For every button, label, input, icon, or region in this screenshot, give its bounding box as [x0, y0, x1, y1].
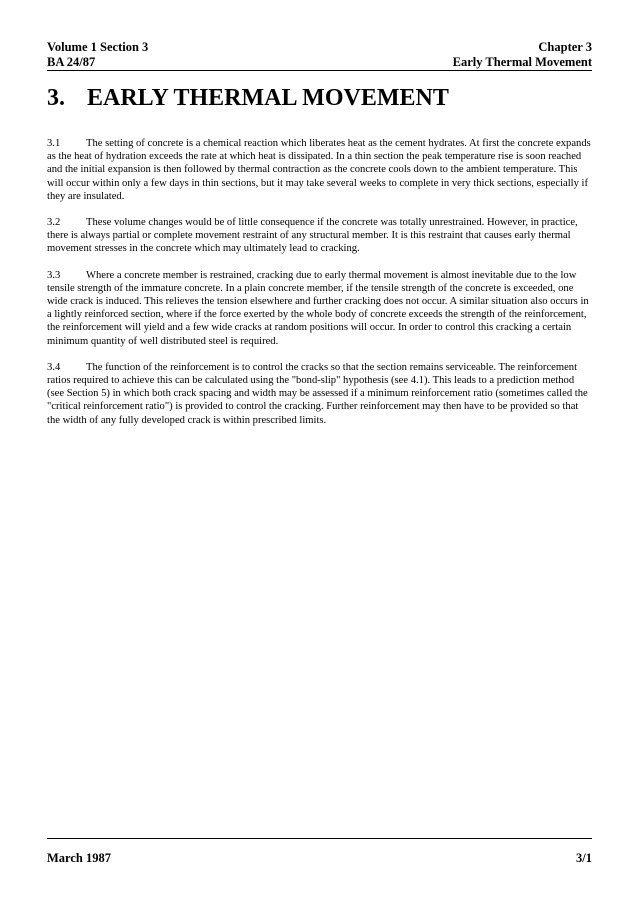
paragraph-text: These volume changes would be of little consequence if the concrete was totally unrestrained. However, in practice, there is always partial or complete movement restraint of any structural member. It is this restraint that causes early thermal movement stresses in the concrete which may ultimately lead to cracking. [47, 217, 578, 255]
chapter-title-text: EARLY THERMAL MOVEMENT [87, 85, 449, 111]
header-chapter-title: Early Thermal Movement [452, 55, 592, 69]
footer-date: March 1987 [47, 851, 111, 865]
header-chapter: Chapter 3 [538, 40, 592, 54]
header-row-1 [47, 40, 592, 55]
header-volume-section: Volume 1 Section 3 [47, 40, 149, 54]
paragraph-number: 3.2 [47, 217, 61, 229]
header-divider [47, 70, 592, 71]
header-row-2 [47, 55, 592, 70]
page-footer [47, 851, 592, 866]
footer-divider [47, 838, 592, 839]
paragraph-text: The function of the reinforcement is to control the cracks so that the section remains serviceable. The reinforcement ratios required to achieve this can be calculated using the "bond-slip" hypothesis (see 4.1). This leads to a prediction method (see Section 5) in which both crack spacing and width may be assessed if a minimum reinforcement ratio (sometimes called the "critical reinforcement ratio") is provided to control the cracking. Further reinforcement may then have to be provided so that the width of any fully developed crack is within prescribed limits. [47, 361, 588, 426]
paragraph-text: The setting of concrete is a chemical reaction which liberates heat as the cement hydrates. At first the concrete expands as the heat of hydration exceeds the rate at which heat is dissipated. In a thin section the peak temperature rise is soon reached and the initial expansion is then followed by thermal contraction as the concrete cools down to the ambient temperature. This will occur within only a few days in thin sections, but it may take several weeks to complete in very thick sections, especially if they are insulated. [47, 138, 591, 202]
paragraph-3-4 [47, 361, 592, 427]
chapter-number: 3. [47, 85, 65, 111]
paragraph-number: 3.3 [47, 269, 61, 281]
paragraph-3-1 [47, 137, 592, 203]
paragraph-3-3 [47, 269, 592, 348]
chapter-body [47, 137, 592, 440]
header-document-code: BA 24/87 [47, 55, 96, 69]
page-header [47, 40, 592, 70]
paragraph-number: 3.1 [47, 138, 61, 149]
paragraph-number: 3.4 [47, 361, 61, 373]
paragraph-text: Where a concrete member is restrained, cracking due to early thermal movement is almost inevitable due to the low tensile strength of the immature concrete. In a plain concrete member, if the tensile strength of the concrete is exceeded, one wide crack is induced. This relieves the tension elsewhere and further cracking does not occur. A similar situation also occurs in a lightly reinforced section, where if the force exerted by the whole body of concrete exceeds the strength of the reinforcement, the reinforcement will yield and a few wide cracks at random positions will occur. In order to control this cracking a certain minimum quantity of well distributed steel is required. [47, 269, 589, 347]
footer-page-number: 3/1 [576, 851, 592, 865]
paragraph-3-2 [47, 216, 592, 256]
chapter-heading [47, 84, 449, 112]
